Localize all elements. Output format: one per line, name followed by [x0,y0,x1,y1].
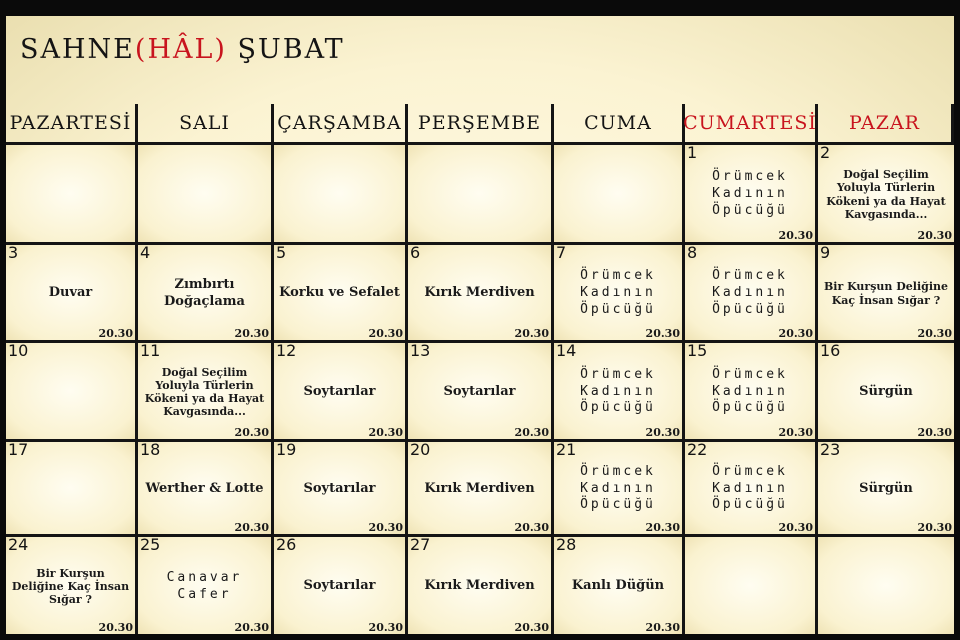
day-number: 14 [556,341,577,360]
day-number: 18 [140,440,161,459]
show-time: 20.30 [234,426,269,439]
calendar-day-cell [408,534,554,634]
calendar-day-cell [818,242,954,340]
calendar-day-cell [554,439,685,534]
calendar-day-cell [138,439,274,534]
calendar-day-cell [274,439,408,534]
show-time: 20.30 [645,426,680,439]
day-number: 26 [276,535,297,554]
calendar-day-cell [554,142,685,242]
title-month: ŞUBAT [226,34,345,65]
play-title: Canavar Cafer [166,569,243,602]
play-title: Soytarılar [303,578,376,594]
play-title [10,460,131,518]
play-title: Örümcek Kadının Öpücüğü [712,169,788,218]
show-time: 20.30 [514,426,549,439]
calendar-day-cell [685,534,818,634]
show-time: 20.30 [645,327,680,340]
day-number: 23 [820,440,841,459]
calendar-day-cell [685,340,818,439]
calendar-day-cell [408,142,554,242]
day-number: 19 [276,440,297,459]
show-time: 20.30 [778,327,813,340]
day-number: 7 [556,243,567,262]
play-title: Örümcek Kadının Öpücüğü [580,268,656,317]
play-title: Bir Kurşun Deliğine Kaç İnsan Sığar ? [824,280,948,307]
day-number: 25 [140,535,161,554]
calendar-day-cell [554,340,685,439]
show-time: 20.30 [368,426,403,439]
show-time: 20.30 [234,521,269,534]
calendar-day-cell [554,242,685,340]
day-number: 10 [8,341,29,360]
calendar-day-cell [274,534,408,634]
play-title [412,163,547,226]
play-title: Zımbırtı Doğaçlama [164,276,245,309]
play-title: Duvar [48,285,93,301]
play-title [822,555,950,618]
play-title: Örümcek Kadının Öpücüğü [580,366,656,416]
day-number: 28 [556,535,577,554]
show-time: 20.30 [514,521,549,534]
calendar-poster [6,16,954,634]
show-time: 20.30 [778,521,813,534]
calendar-day-cell [6,534,138,634]
calendar-day-cell [818,534,954,634]
play-title: Bir Kurşun Deliğine Kaç İnsan Sığar ? [11,566,130,607]
calendar-day-cell [274,340,408,439]
play-title: Sürgün [859,480,913,496]
page-title [20,34,345,65]
day-number: 9 [820,243,831,262]
play-title: Örümcek Kadının Öpücüğü [580,463,656,513]
day-number: 8 [687,243,698,262]
calendar-day-cell [138,142,274,242]
play-title: Soytarılar [303,480,376,496]
play-title: Werther & Lotte [145,480,264,496]
calendar-day-cell [6,340,138,439]
play-title [10,163,131,226]
day-number: 6 [410,243,421,262]
weekday-header: PERŞEMBE [408,104,554,142]
show-time: 20.30 [645,521,680,534]
play-title [10,361,131,423]
play-title: Sürgün [859,383,913,399]
show-time: 20.30 [917,229,952,242]
calendar-day-cell [6,242,138,340]
play-title: Korku ve Sefalet [279,285,400,301]
show-time: 20.30 [645,621,680,634]
calendar-day-cell [138,340,274,439]
play-title: Örümcek Kadının Öpücüğü [712,366,788,416]
show-time: 20.30 [514,621,549,634]
day-number: 11 [140,341,161,360]
calendar-day-cell [685,242,818,340]
weekday-header: PAZARTESİ [6,104,138,142]
play-title [558,163,678,226]
calendar-day-cell [554,534,685,634]
day-number: 16 [820,341,841,360]
show-time: 20.30 [368,521,403,534]
day-number: 22 [687,440,708,459]
calendar-day-cell [408,439,554,534]
day-number: 17 [8,440,29,459]
show-time: 20.30 [778,229,813,242]
day-number: 13 [410,341,431,360]
calendar-day-cell [408,340,554,439]
show-time: 20.30 [98,621,133,634]
play-title [142,163,267,226]
calendar-grid [6,104,954,634]
day-number: 12 [276,341,297,360]
show-time: 20.30 [514,327,549,340]
show-time: 20.30 [917,327,952,340]
calendar-day-cell [818,439,954,534]
show-time: 20.30 [368,621,403,634]
day-number: 27 [410,535,431,554]
weekday-header-saturday: CUMARTESİ [685,104,818,142]
calendar-day-cell [818,340,954,439]
title-paren-open: ( [134,34,148,65]
calendar-day-cell [138,534,274,634]
calendar-day-cell [138,242,274,340]
play-title: Soytarılar [443,383,516,399]
show-time: 20.30 [234,327,269,340]
day-number: 24 [8,535,29,554]
day-number: 20 [410,440,431,459]
show-time: 20.30 [917,426,952,439]
day-number: 4 [140,243,151,262]
weekday-header: SALI [138,104,274,142]
calendar-day-cell [818,142,954,242]
title-prefix: SAHNE [20,34,135,65]
show-time: 20.30 [368,327,403,340]
title-hal: HÂL [147,34,215,65]
calendar-day-cell [274,142,408,242]
play-title: Soytarılar [303,383,376,399]
play-title [278,163,401,226]
play-title: Kırık Merdiven [424,285,535,301]
play-title: Kırık Merdiven [424,578,535,594]
weekday-header-sunday: PAZAR [818,104,954,142]
play-title: Kırık Merdiven [424,480,535,496]
play-title: Örümcek Kadının Öpücüğü [712,268,788,317]
calendar-day-cell [274,242,408,340]
day-number: 21 [556,440,577,459]
play-title: Kanlı Düğün [571,578,665,594]
calendar-day-cell [685,142,818,242]
show-time: 20.30 [234,621,269,634]
calendar-day-cell [408,242,554,340]
show-time: 20.30 [778,426,813,439]
day-number: 3 [8,243,19,262]
day-number: 15 [687,341,708,360]
play-title: Örümcek Kadının Öpücüğü [712,463,788,513]
play-title: Doğal Seçilim Yoluyla Türlerin Kökeni ya da Hayat Kavgasında... [826,168,946,221]
show-time: 20.30 [917,521,952,534]
title-paren-close: ) [214,34,227,65]
weekday-header: ÇARŞAMBA [274,104,408,142]
show-time: 20.30 [98,327,133,340]
day-number: 2 [820,143,831,162]
play-title: Doğal Seçilim Yoluyla Türlerin Kökeni ya da Hayat Kavgasında... [144,365,265,419]
calendar-day-cell [6,142,138,242]
play-title [689,555,811,618]
day-number: 5 [276,243,287,262]
weekday-header: CUMA [554,104,685,142]
calendar-day-cell [6,439,138,534]
day-number: 1 [687,143,698,162]
calendar-day-cell [685,439,818,534]
